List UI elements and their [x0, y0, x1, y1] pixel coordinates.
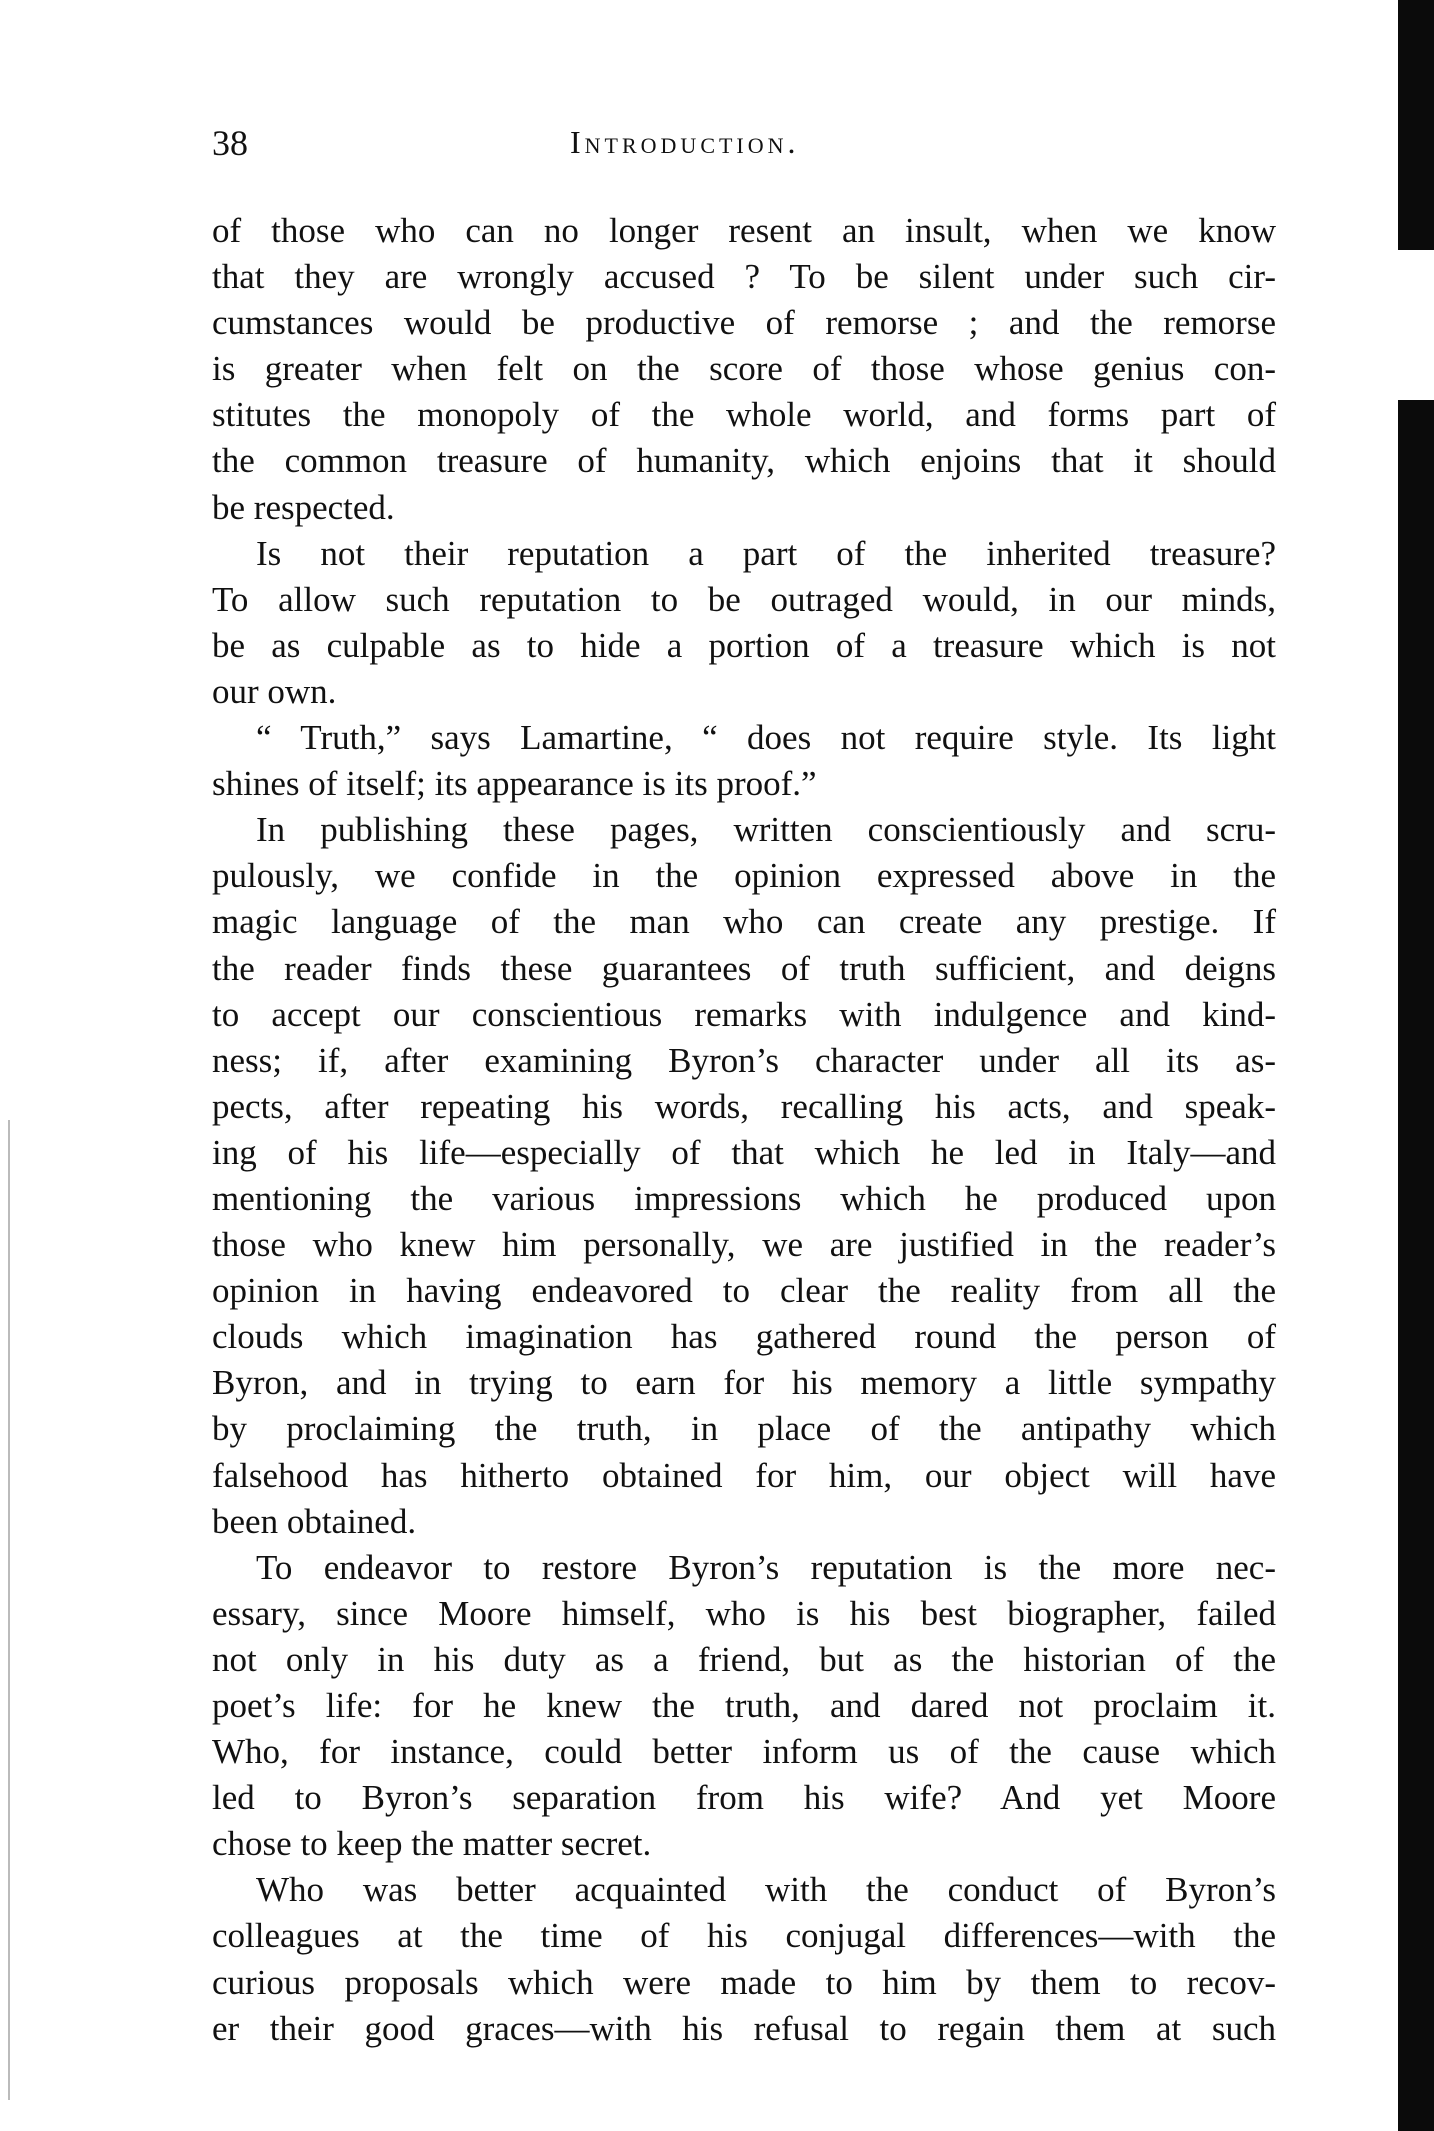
text-line: Byron, and in trying to earn for his memory a little sympathy: [212, 1363, 1276, 1403]
body-text: [212, 208, 1276, 2052]
page-number: 38: [212, 123, 248, 163]
text-line: our own.: [212, 671, 337, 711]
scan-left-edge: [8, 1120, 10, 2100]
text-line: pects, after repeating his words, recalling his acts, and speak-: [212, 1086, 1276, 1126]
text-line: “ Truth,” says Lamartine, “ does not require style. Its light: [256, 718, 1276, 758]
text-line: To allow such reputation to be outraged would, in our minds,: [212, 579, 1276, 619]
text-line: pulously, we confide in the opinion expressed above in the: [212, 856, 1276, 896]
text-line: clouds which imagination has gathered round the person of: [212, 1317, 1276, 1357]
text-line: er their good graces—with his refusal to regain them at such: [212, 2008, 1276, 2048]
text-line: the reader finds these guarantees of truth sufficient, and deigns: [212, 948, 1276, 988]
text-line: magic language of the man who can create any prestige. If: [212, 902, 1276, 942]
text-line: to accept our conscientious remarks with indulgence and kind-: [212, 994, 1276, 1034]
text-line: not only in his duty as a friend, but as the historian of the: [212, 1639, 1276, 1679]
text-line: cumstances would be productive of remorse ; and the remorse: [212, 303, 1276, 343]
text-line: by proclaiming the truth, in place of the antipathy which: [212, 1409, 1276, 1449]
text-line: opinion in having endeavored to clear the reality from all the: [212, 1271, 1276, 1311]
text-line: colleagues at the time of his conjugal differences—with the: [212, 1916, 1276, 1956]
text-line: falsehood has hitherto obtained for him, our object will have: [212, 1455, 1276, 1495]
running-head: Introduction.: [570, 124, 800, 160]
text-line: been obtained.: [212, 1501, 417, 1541]
text-line: led to Byron’s separation from his wife? And yet Moore: [212, 1778, 1276, 1818]
text-line: Who, for instance, could better inform us of the cause which: [212, 1732, 1276, 1772]
scan-edge-shadow: [1398, 0, 1434, 250]
text-line: In publishing these pages, written conscientiously and scru-: [256, 810, 1276, 850]
text-line: ing of his life—especially of that which he led in Italy—and: [212, 1132, 1276, 1172]
text-line: be respected.: [212, 487, 395, 527]
text-line: To endeavor to restore Byron’s reputation is the more nec-: [256, 1547, 1276, 1587]
text-line: shines of itself; its appearance is its proof.”: [212, 764, 817, 804]
text-line: mentioning the various impressions which he produced upon: [212, 1178, 1276, 1218]
text-line: that they are wrongly accused ? To be silent under such cir-: [212, 257, 1276, 297]
text-line: chose to keep the matter secret.: [212, 1824, 652, 1864]
text-line: the common treasure of humanity, which enjoins that it should: [212, 441, 1276, 481]
text-line: poet’s life: for he knew the truth, and dared not proclaim it.: [212, 1686, 1276, 1725]
text-line: of those who can no longer resent an insult, when we know: [212, 211, 1276, 250]
text-line: Who was better acquainted with the conduct of Byron’s: [256, 1870, 1276, 1910]
text-line: stitutes the monopoly of the whole world, and forms part of: [212, 395, 1276, 435]
text-line: ness; if, after examining Byron’s character under all its as-: [212, 1040, 1276, 1080]
text-line: is greater when felt on the score of those whose genius con-: [212, 349, 1276, 389]
text-line: curious proposals which were made to him by them to recov-: [212, 1962, 1276, 2002]
text-line: those who knew him personally, we are justified in the reader’s: [212, 1225, 1276, 1265]
text-line: essary, since Moore himself, who is his best biographer, failed: [212, 1593, 1276, 1633]
text-line: be as culpable as to hide a portion of a treasure which is not: [212, 625, 1276, 665]
text-line: Is not their reputation a part of the inherited treasure?: [256, 533, 1276, 573]
scan-edge-shadow: [1398, 400, 1434, 2131]
